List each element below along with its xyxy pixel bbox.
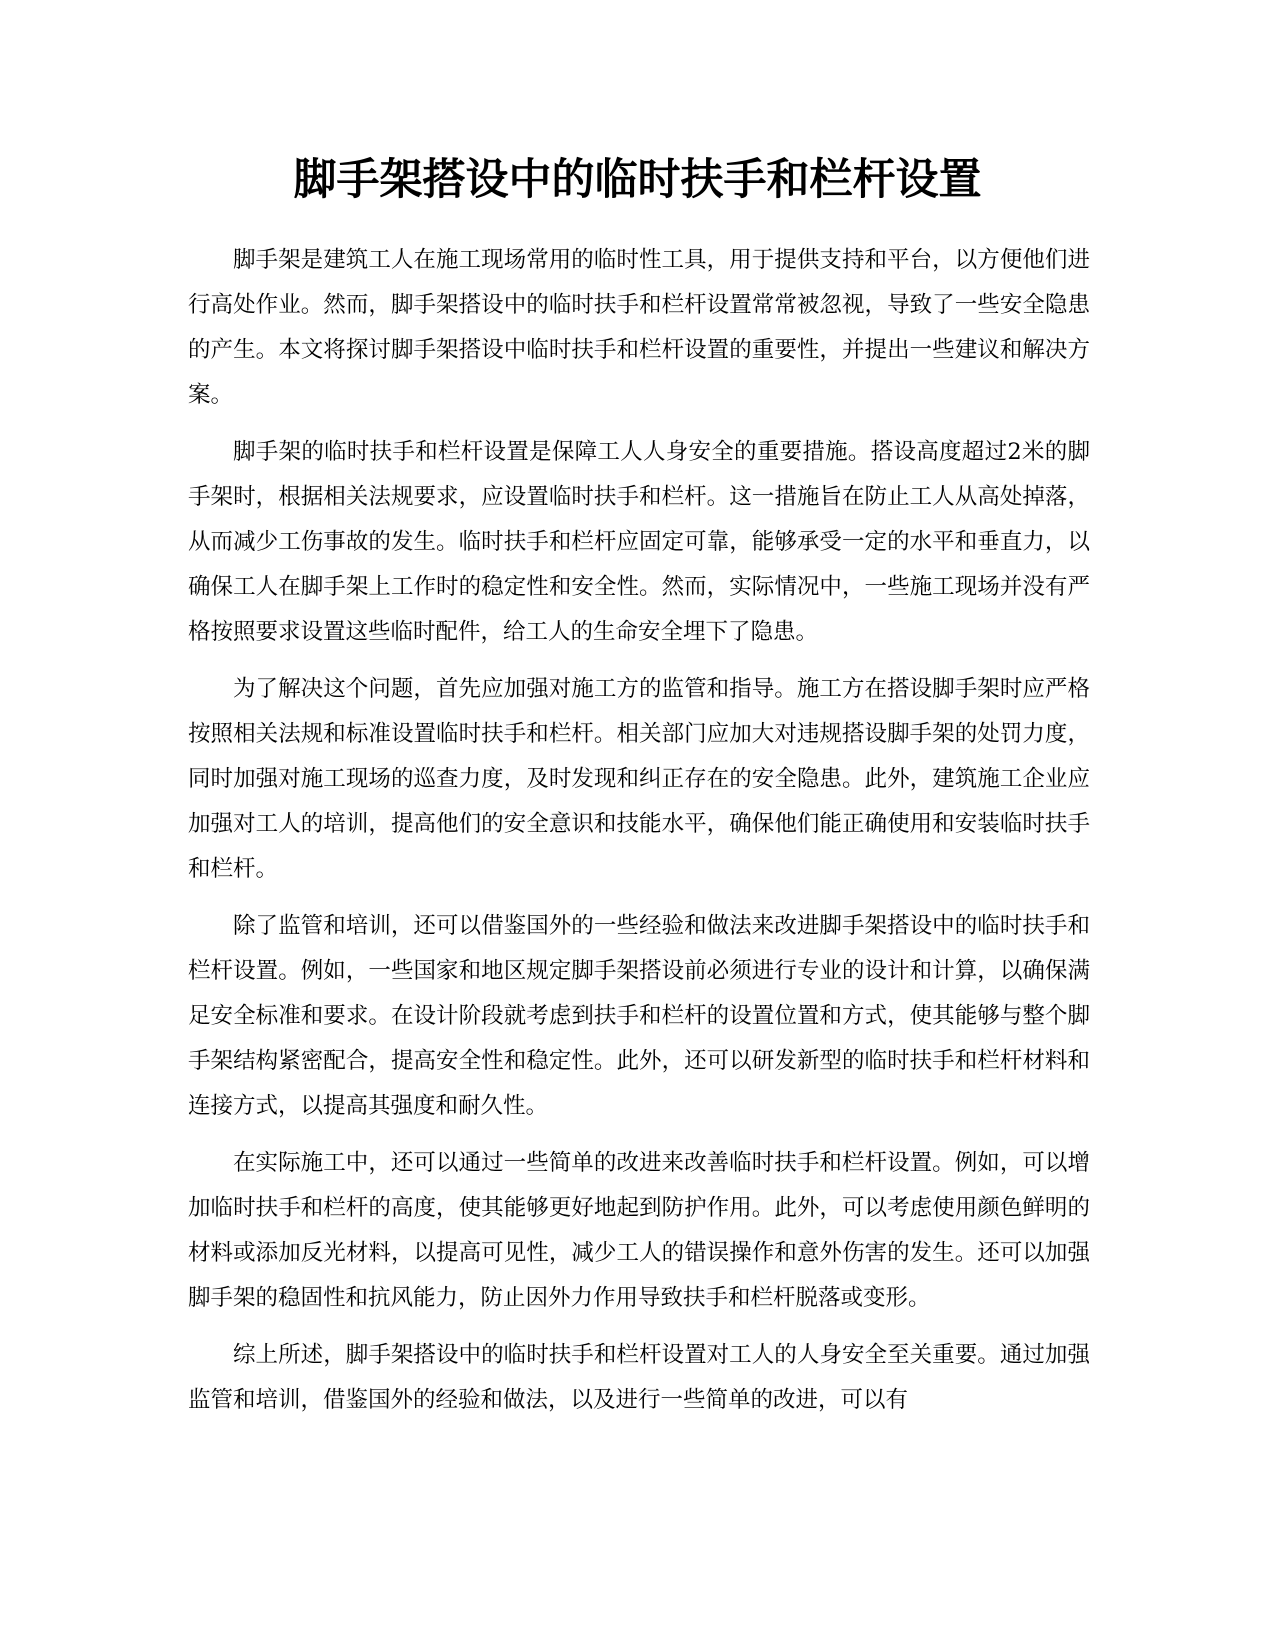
document-title: 脚手架搭设中的临时扶手和栏杆设置 [293,155,982,205]
paragraph-5: 在实际施工中，还可以通过一些简单的改进来改善临时扶手和栏杆设置。例如，可以增加临时扶手和栏杆的高度，使其能够更好地起到防护作用。此外，可以考虑使用颜色鲜明的材料或添加反光材料，以提高可见性，减少工人的错误操作和意外伤害的发生。还可以加强脚手架的稳固性和抗风能力，防止因外力作用导致扶手和栏杆脱落或变形。 [188,1150,1090,1311]
paragraph-3: 为了解决这个问题，首先应加强对施工方的监管和指导。施工方在搭设脚手架时应严格按照相关法规和标准设置临时扶手和栏杆。相关部门应加大对违规搭设脚手架的处罚力度，同时加强对施工现场的巡查力度，及时发现和纠正存在的安全隐患。此外，建筑施工企业应加强对工人的培训，提高他们的安全意识和技能水平，确保他们能正确使用和安装临时扶手和栏杆。 [188,676,1090,882]
paragraph-6: 综上所述，脚手架搭设中的临时扶手和栏杆设置对工人的人身安全至关重要。通过加强监管和培训，借鉴国外的经验和做法，以及进行一些简单的改进，可以有 [188,1342,1090,1413]
document-body [188,238,1090,1435]
paragraph-4: 除了监管和培训，还可以借鉴国外的一些经验和做法来改进脚手架搭设中的临时扶手和栏杆设置。例如，一些国家和地区规定脚手架搭设前必须进行专业的设计和计算，以确保满足安全标准和要求。在设计阶段就考虑到扶手和栏杆的设置位置和方式，使其能够与整个脚手架结构紧密配合，提高安全性和稳定性。此外，还可以研发新型的临时扶手和栏杆材料和连接方式，以提高其强度和耐久性。 [188,913,1090,1119]
paragraph-2: 脚手架的临时扶手和栏杆设置是保障工人人身安全的重要措施。搭设高度超过2米的脚手架时，根据相关法规要求，应设置临时扶手和栏杆。这一措施旨在防止工人从高处掉落，从而减少工伤事故的发生。临时扶手和栏杆应固定可靠，能够承受一定的水平和垂直力，以确保工人在脚手架上工作时的稳定性和安全性。然而，实际情况中，一些施工现场并没有严格按照要求设置这些临时配件，给工人的生命安全埋下了隐患。 [188,439,1090,645]
paragraph-1: 脚手架是建筑工人在施工现场常用的临时性工具，用于提供支持和平台，以方便他们进行高处作业。然而，脚手架搭设中的临时扶手和栏杆设置常常被忽视，导致了一些安全隐患的产生。本文将探讨脚手架搭设中临时扶手和栏杆设置的重要性，并提出一些建议和解决方案。 [188,247,1090,408]
